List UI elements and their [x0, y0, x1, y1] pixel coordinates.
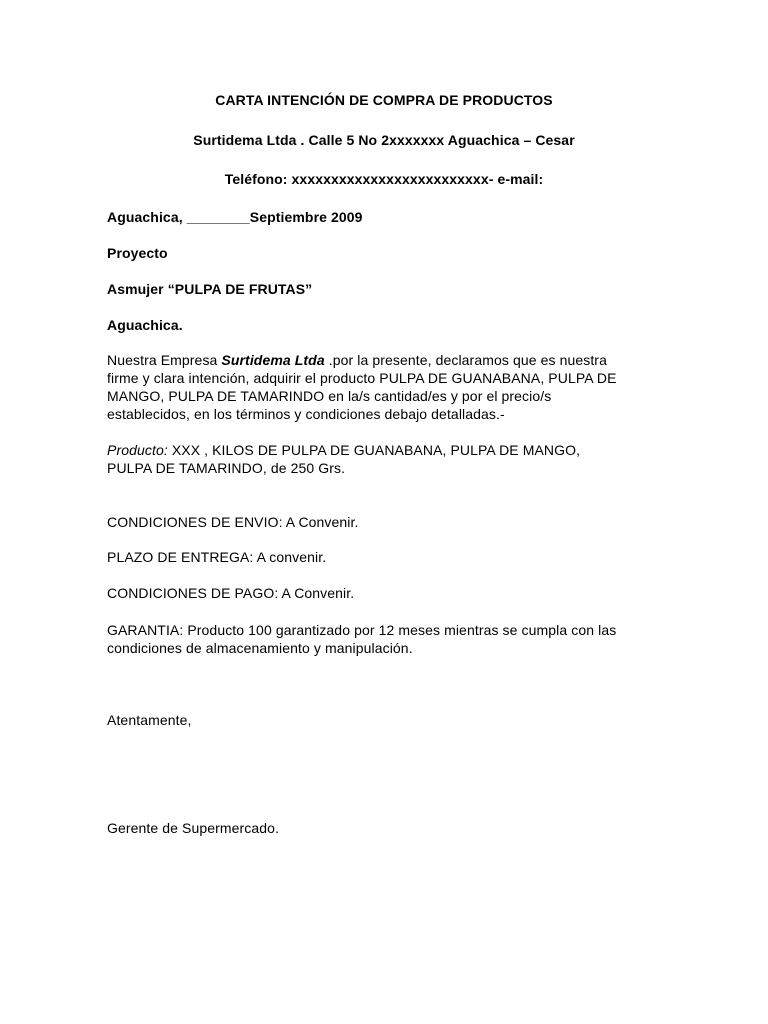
closing-salutation: Atentamente, — [107, 712, 192, 728]
intro-prefix: Nuestra Empresa — [107, 352, 222, 368]
phone-email-line: Teléfono: xxxxxxxxxxxxxxxxxxxxxxxxx- e-mail: — [224, 171, 544, 187]
company-address-line: Surtidema Ltda . Calle 5 No 2xxxxxxx Aguachica – Cesar — [193, 132, 575, 148]
intro-line-3: MANGO, PULPA DE TAMARINDO en la/s cantidad/es y por el precio/s — [107, 388, 552, 404]
intro-line-4: establecidos, en los términos y condiciones debajo detalladas.- — [107, 406, 505, 422]
product-label: Producto: — [107, 442, 168, 458]
payment-conditions: CONDICIONES DE PAGO: A Convenir. — [107, 585, 355, 601]
city-line: Aguachica. — [107, 317, 183, 333]
document-title: CARTA INTENCIÓN DE COMPRA DE PRODUCTOS — [215, 92, 553, 108]
company-emphasis: Surtidema Ltda — [221, 352, 325, 368]
intro-line-2: firme y clara intención, adquirir el producto PULPA DE GUANABANA, PULPA DE — [107, 370, 617, 386]
shipping-conditions: CONDICIONES DE ENVIO: A Convenir. — [107, 514, 359, 530]
intro-line-1 — [107, 351, 607, 369]
intro-suffix: .por la presente, declaramos que es nuestra — [324, 352, 607, 368]
project-label: Proyecto — [107, 245, 168, 261]
product-line-2: PULPA DE TAMARINDO, de 250 Grs. — [107, 460, 346, 476]
warranty-line-2: condiciones de almacenamiento y manipulación. — [107, 640, 413, 656]
warranty-line-1: GARANTIA: Producto 100 garantizado por 12 meses mientras se cumpla con las — [107, 622, 617, 638]
delivery-term: PLAZO DE ENTREGA: A convenir. — [107, 549, 327, 565]
signature-title: Gerente de Supermercado. — [107, 820, 280, 836]
date-line: Aguachica, ________Septiembre 2009 — [107, 209, 363, 225]
product-line-1 — [107, 441, 580, 459]
project-name: Asmujer “PULPA DE FRUTAS” — [107, 281, 313, 297]
product-description: XXX , KILOS DE PULPA DE GUANABANA, PULPA DE MANGO, — [167, 442, 581, 458]
